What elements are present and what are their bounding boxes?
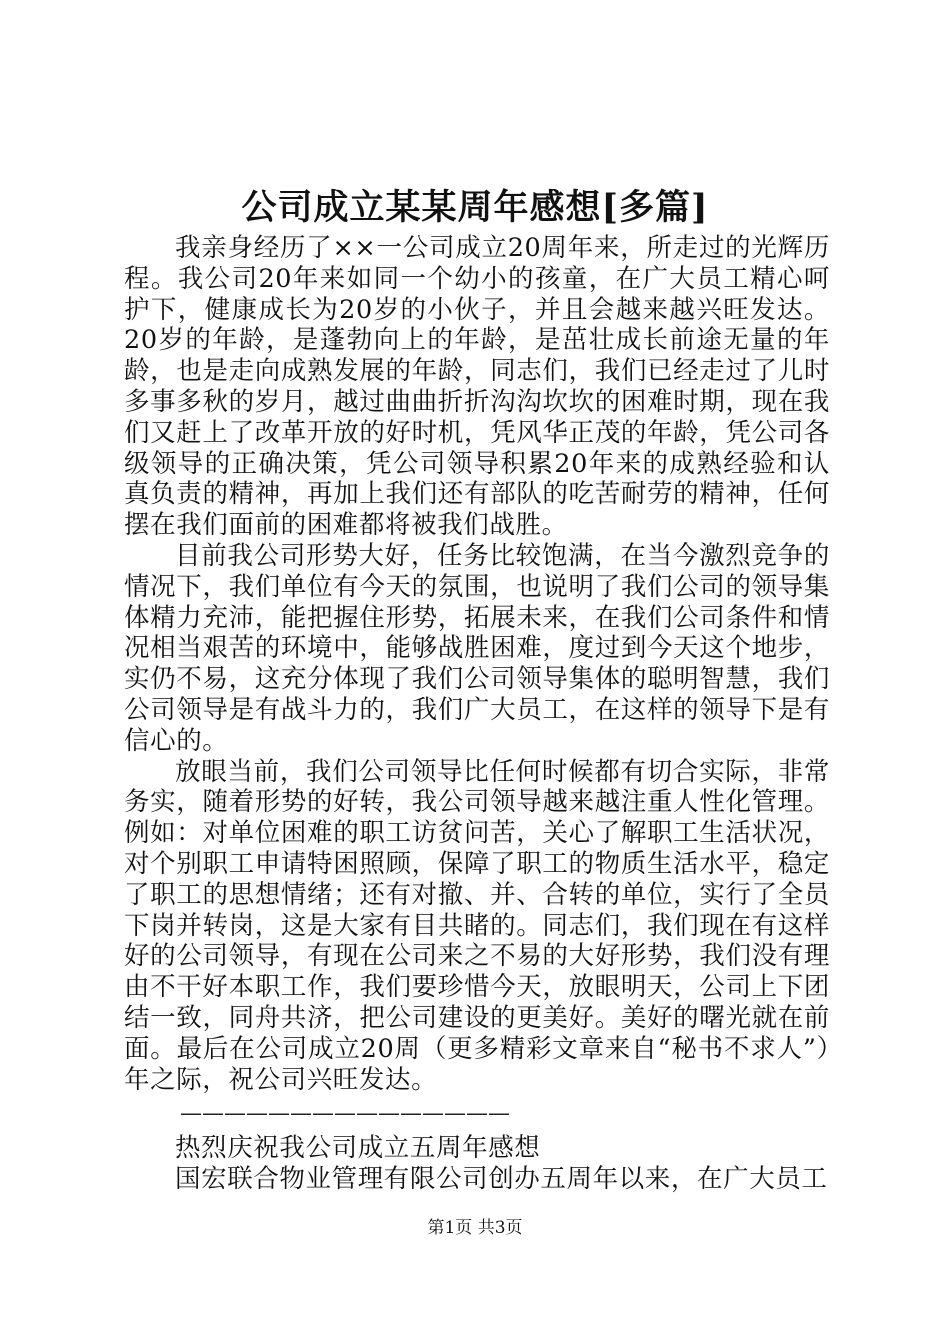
document-body	[124, 233, 830, 1195]
section-divider: ———————————————	[180, 1101, 510, 1127]
paragraph-1: 我亲身经历了××一公司成立20周年来，所走过的光辉历程。我公司20年来如同一个幼小的孩童，在广大员工精心呵护下，健康成长为20岁的小伙子，并且会越来越兴旺发达。20岁的年龄，是蓬勃向上的年龄，是茁壮成长前途无量的年龄，也是走向成熟发展的年龄，同志们，我们已经走过了儿时多事多秋的岁月，越过曲曲折折沟沟坎坎的困难时期，现在我们又赶上了改革开放的好时机，凭风华正茂的年龄，凭公司各级领导的正确决策，凭公司领导积累20年来的成熟经验和认真负责的精神，再加上我们还有部队的吃苦耐劳的精神，任何摆在我们面前的困难都将被我们战胜。	[124, 233, 830, 541]
section-subheading: 热烈庆祝我公司成立五周年感想	[175, 1133, 541, 1164]
paragraph-3: 放眼当前，我们公司领导比任何时候都有切合实际，非常务实，随着形势的好转，我公司领导越来越注重人性化管理。例如：对单位困难的职工访贫问苦，关心了解职工生活状况，对个别职工申请特困照顾，保障了职工的物质生活水平，稳定了职工的思想情绪；还有对撤、并、合转的单位，实行了全员下岗并转岗，这是大家有目共睹的。同志们，我们现在有这样好的公司领导，有现在公司来之不易的大好形势，我们没有理由不干好本职工作，我们要珍惜今天，放眼明天，公司上下团结一致，同舟共济，把公司建设的更美好。美好的曙光就在前面。最后在公司成立20周（更多精彩文章来自“秘书不求人”）年之际，祝公司兴旺发达。	[124, 756, 830, 1095]
page-number-footer: 第1页 共3页	[427, 1218, 523, 1238]
paragraph-2: 目前我公司形势大好，任务比较饱满，在当今激烈竞争的情况下，我们单位有今天的氛围，也说明了我们公司的领导集体精力充沛，能把握住形势，拓展未来，在我们公司条件和情况相当艰苦的环境中，能够战胜困难，度过到今天这个地步，实仍不易，这充分体现了我们公司领导集体的聪明智慧，我们公司领导是有战斗力的，我们广大员工，在这样的领导下是有信心的。	[124, 540, 830, 756]
paragraph-4: 国宏联合物业管理有限公司创办五周年以来，在广大员工	[175, 1164, 828, 1195]
document-title: 公司成立某某周年感想[多篇]	[241, 187, 709, 228]
